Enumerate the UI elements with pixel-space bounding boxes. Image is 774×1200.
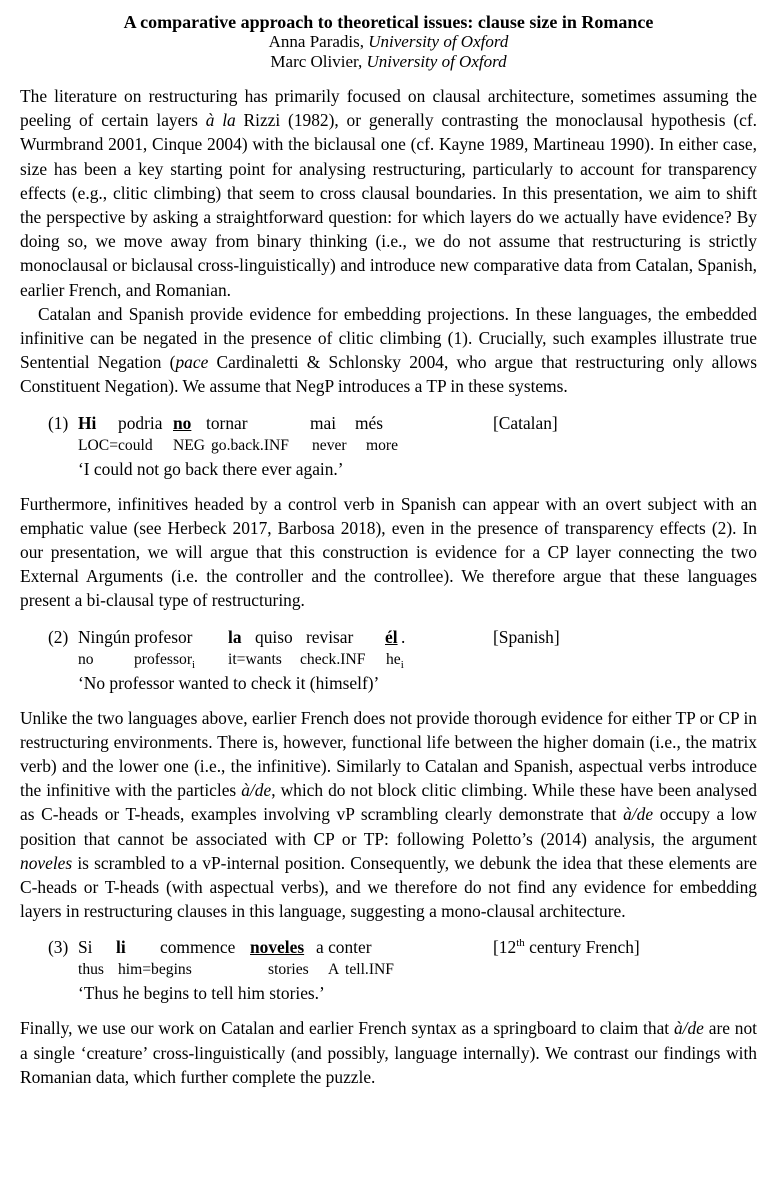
gloss-he <box>386 649 404 672</box>
text-span: tell. <box>345 961 369 979</box>
example-number: (3) <box>48 937 69 958</box>
text-span: The literature on restructuring has primarily focused on clausal architecture, sometimes assuming the peeling of certain layers <box>20 86 757 131</box>
gloss-word: Si <box>78 937 93 958</box>
author-name: Anna Paradis <box>268 32 360 51</box>
text-span: INF <box>368 961 394 979</box>
text-span: Rizzi (1982), or generally contrasting the monoclausal hypothesis (cf. Wurmbrand 2001, Cinque 2004) with the biclausal one (cf. Kayne 1989, Martineau 1990). In either case, size has been a key starting point for analysing restructuring, particularly to account for transparency effects (e.g., clitic climbing) that seem to cross clausal boundaries. In this presentation, we aim to shift the perspective by asking a straightforward question: for which layers do we actually have evidence? By doing so, we move away from binary thinking (i.e., we do not assume that restructuring is strictly monoclausal or biclausal cross-linguistically) and introduce new comparative data from Catalan, Spanish, earlier French, and Romanian. <box>20 110 757 300</box>
language-label: [Catalan] <box>493 412 558 433</box>
text-span: Finally, we use our work on Catalan and earlier French syntax as a springboard to claim that <box>20 1018 674 1039</box>
gloss-word: commence <box>160 937 236 958</box>
title-block <box>20 12 757 72</box>
text-span: LOC <box>78 436 110 454</box>
text-span: is scrambled to a vP-internal position. Consequently, we debunk the idea that these elements are C-heads or T-heads (with aspectual verbs), and we therefore do not find any evidence for embedding layers in restructuring clauses in this language, suggesting a mono-clausal architecture. <box>20 852 757 922</box>
gloss-word: li <box>116 937 126 958</box>
author-line-2: Marc Olivier, University of Oxford <box>270 52 507 71</box>
example-number: (1) <box>48 412 69 433</box>
gloss-word: a conter <box>316 937 372 958</box>
gloss-word: quiso <box>255 626 293 647</box>
gloss-itwants: it=wants <box>228 650 282 668</box>
gloss-a: A <box>328 961 340 979</box>
gloss-verb <box>211 435 289 458</box>
author-line-1: Anna Paradis, University of Oxford <box>268 32 509 51</box>
author-name: Marc Olivier <box>270 52 358 71</box>
text-span: =could <box>109 436 153 454</box>
text-span: INF <box>340 650 366 668</box>
gloss-word: . <box>401 626 406 647</box>
example-1 <box>20 412 757 484</box>
example-3 <box>20 936 757 1008</box>
text-span: à/de <box>623 804 654 825</box>
gloss-never: never <box>312 436 347 454</box>
paper-title: A comparative approach to theoretical issues: clause size in Romance <box>123 12 654 32</box>
text-span: à la <box>205 110 236 131</box>
paragraph-5 <box>20 1016 757 1089</box>
gloss-more: more <box>366 436 399 454</box>
gloss-word: no <box>173 412 192 433</box>
text-span: go.back. <box>211 436 264 454</box>
text-span: professor <box>134 650 193 668</box>
paragraph-4 <box>20 706 757 924</box>
paragraph-3: Furthermore, infinitives headed by a control verb in Spanish can appear with an overt subject with an emphatic value (see Herbeck 2017, Barbosa 2018), even in the presence of transparency effects (2). In our presentation, we will argue that this construction is evidence for a CP layer connecting the two External Arguments (i.e. the controller and the controllee). We therefore argue that these languages present a bi-clausal type of restructuring. <box>20 493 757 611</box>
text-span: à/de <box>673 1018 704 1039</box>
text-span: he <box>386 650 401 668</box>
text-span: th <box>516 937 525 950</box>
author-affiliation: University of Oxford <box>366 52 507 71</box>
example-number: (2) <box>48 626 69 647</box>
text-span: i <box>400 658 404 671</box>
translation: ‘I could not go back there ever again.’ <box>78 458 344 479</box>
text-span: century French] <box>524 937 640 958</box>
paragraph-2 <box>20 302 757 399</box>
gloss-word: Hi <box>78 412 97 433</box>
abstract-page <box>20 0 757 1089</box>
text-span: à/de <box>241 780 272 801</box>
text-span: INF <box>263 436 289 454</box>
text-span: , which do not block clitic climbing. While these have been analysed as C-heads or T-heads, examples involving vP scrambling clearly demonstrate that <box>20 780 757 825</box>
gloss-word: Ningún profesor <box>78 626 193 647</box>
gloss-word: revisar <box>306 626 354 647</box>
text-span: pace <box>175 352 209 373</box>
gloss-neg: NEG <box>173 436 206 454</box>
text-span: [12 <box>493 937 517 958</box>
gloss-thus: thus <box>78 961 104 979</box>
gloss-word: mai <box>310 412 337 433</box>
gloss-word: tornar <box>206 412 248 433</box>
gloss-himbegins: him=begins <box>118 961 192 979</box>
language-label <box>493 936 640 959</box>
gloss-tell <box>345 959 394 982</box>
language-label: [Spanish] <box>493 626 560 647</box>
text-span: are not a single ‘creature’ cross-linguistically (and possibly, language internally). We contrast our findings with Romanian data, which further complete the puzzle. <box>20 1018 757 1087</box>
gloss-word: podria <box>118 412 163 433</box>
author-affiliation: University of Oxford <box>368 32 509 51</box>
paragraph-1 <box>20 84 757 302</box>
gloss-no: no <box>78 650 94 668</box>
gloss-word: él <box>385 626 398 647</box>
gloss-stories: stories <box>268 961 309 979</box>
translation: ‘No professor wanted to check it (himself)’ <box>78 672 380 693</box>
gloss-check <box>300 649 365 672</box>
text-span: occupy a low position that cannot be associated with CP or TP: following Poletto’s (2014) analysis, the argument <box>20 804 757 849</box>
gloss-word: la <box>228 626 242 647</box>
text-span: i <box>192 658 196 671</box>
gloss-word: noveles <box>250 937 305 958</box>
text-span: check. <box>300 650 341 668</box>
text-span: noveles <box>20 852 73 873</box>
text-span: Catalan and Spanish provide evidence for embedding projections. In these languages, the embedded infinitive can be negated in the presence of clitic climbing (1). Crucially, such examples illustrate true Sentential Negation ( <box>20 303 757 373</box>
translation: ‘Thus he begins to tell him stories.’ <box>78 983 325 1004</box>
gloss-word: més <box>355 412 384 433</box>
gloss-professor <box>134 649 195 672</box>
text-span: Unlike the two languages above, earlier French does not provide thorough evidence for either TP or CP in restructuring environments. There is, however, functional life between the higher domain (i.e., the matrix verb) and the lower one (i.e., the infinitive). Similarly to Catalan and Spanish, aspectual verbs introduce the infinitive with the particles <box>20 707 757 801</box>
gloss-line <box>78 435 153 458</box>
example-2 <box>20 626 757 698</box>
text-span: Cardinaletti & Schlonsky 2004, who argue that restructuring only allows Constituent Negation). We assume that NegP introduces a TP in these systems. <box>20 352 757 397</box>
